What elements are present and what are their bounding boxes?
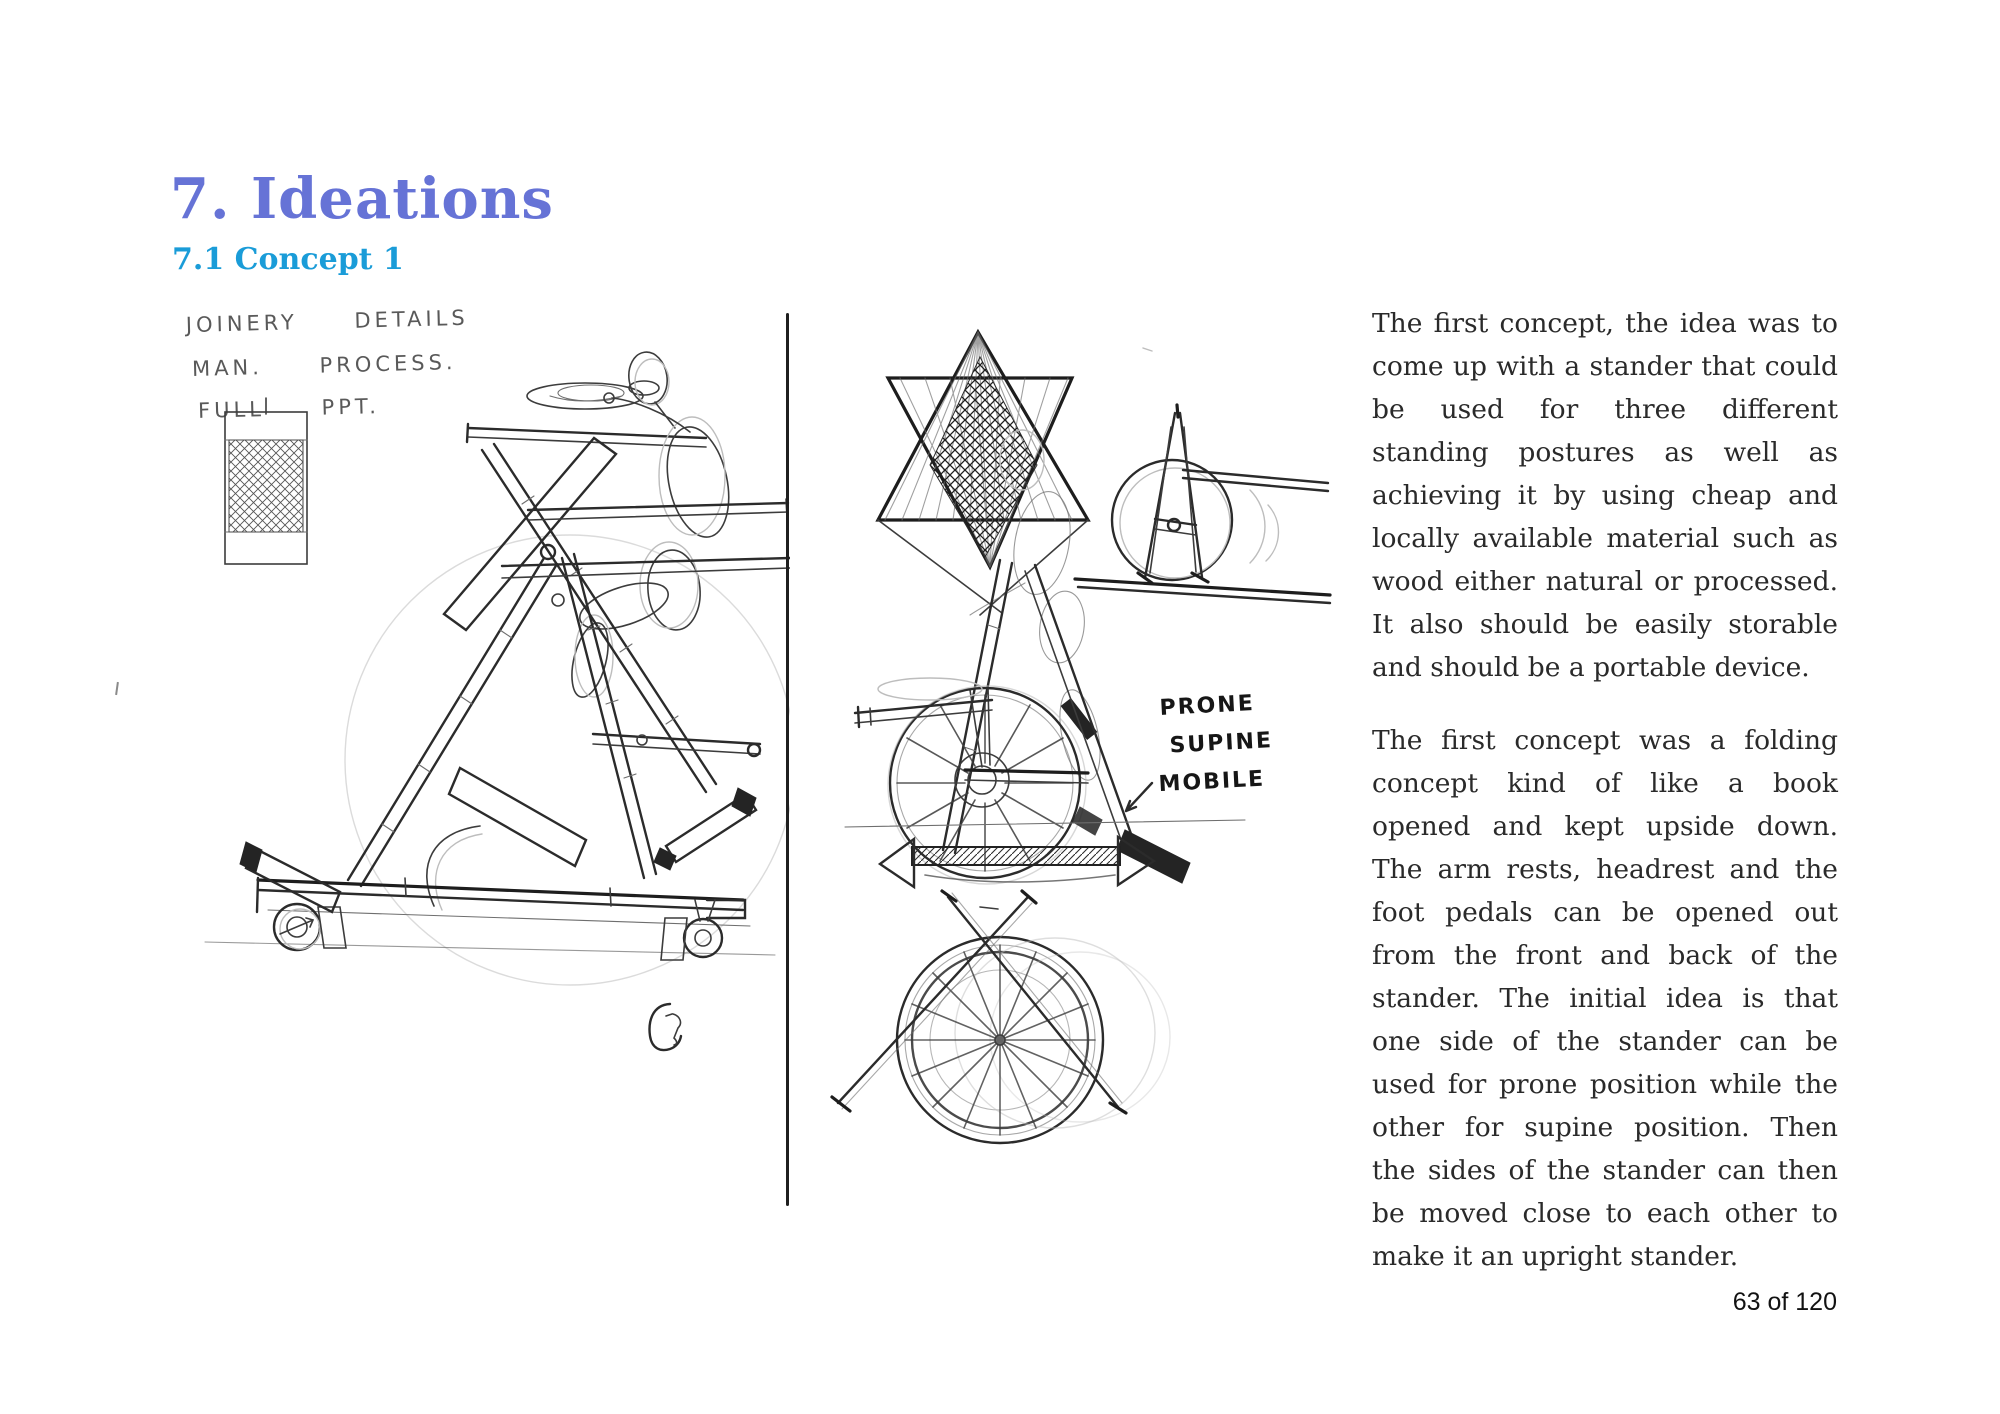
wheel-a-frame-view: [1075, 405, 1330, 603]
face-doodle: [650, 1004, 681, 1050]
middle-sketch-panel: [830, 315, 1340, 1145]
figure-on-stander-view: [845, 430, 1245, 887]
left-sketch-panel: [150, 300, 790, 1070]
handwritten-notes: [184, 306, 472, 423]
body-paragraph-2: The first concept was a folding concept kind of like a book opened and kept upside down. The arm rests, headrest and the foot pedals can be opened out from the front and back of the stander. The initial idea is that one side of the stander can be used for prone position while the other for supine position. Then the sides of the stander can then be moved close to each other to make it an upright stander.: [1372, 725, 1838, 1272]
sketch-divider-line: [786, 313, 789, 1206]
page-title: 7. Ideations: [170, 166, 554, 232]
posture-labels: [1154, 690, 1276, 797]
label-prone: PRONE: [1159, 691, 1256, 721]
section-subtitle: 7.1 Concept 1: [172, 242, 404, 277]
tray-and-plate: [467, 381, 706, 447]
wheeled-base: [205, 788, 775, 960]
label-arrow: [1126, 783, 1152, 811]
body-text-column: [1372, 302, 1838, 1308]
stander-side-view-sketch: [150, 300, 790, 1070]
note-line-3: FULL PPT.: [197, 394, 381, 423]
wheel-top-view: [832, 891, 1170, 1143]
note-line-1: JOINERY DETAILS: [185, 305, 469, 338]
body-paragraph-1: The first concept, the idea was to come up with a stander that could be used for three different standing postures as well as achieving it by using cheap and locally available material such as wood either natural or processed. It also should be easily storable and should be a portable device.: [1372, 308, 1838, 683]
stray-pencil-mark: [115, 682, 119, 695]
note-line-2: MAN. PROCESS.: [191, 350, 457, 381]
label-supine: SUPINE: [1168, 728, 1274, 759]
a-frame-structure: [348, 438, 790, 910]
folding-star-structure: [878, 332, 1152, 615]
label-mobile: MOBILE: [1157, 766, 1266, 798]
page-number: 63 of 120: [1732, 1288, 1837, 1316]
stander-front-view-sketch: [830, 315, 1340, 1145]
mannequin-figure: [565, 350, 738, 701]
joinery-panel-detail: [225, 398, 307, 564]
